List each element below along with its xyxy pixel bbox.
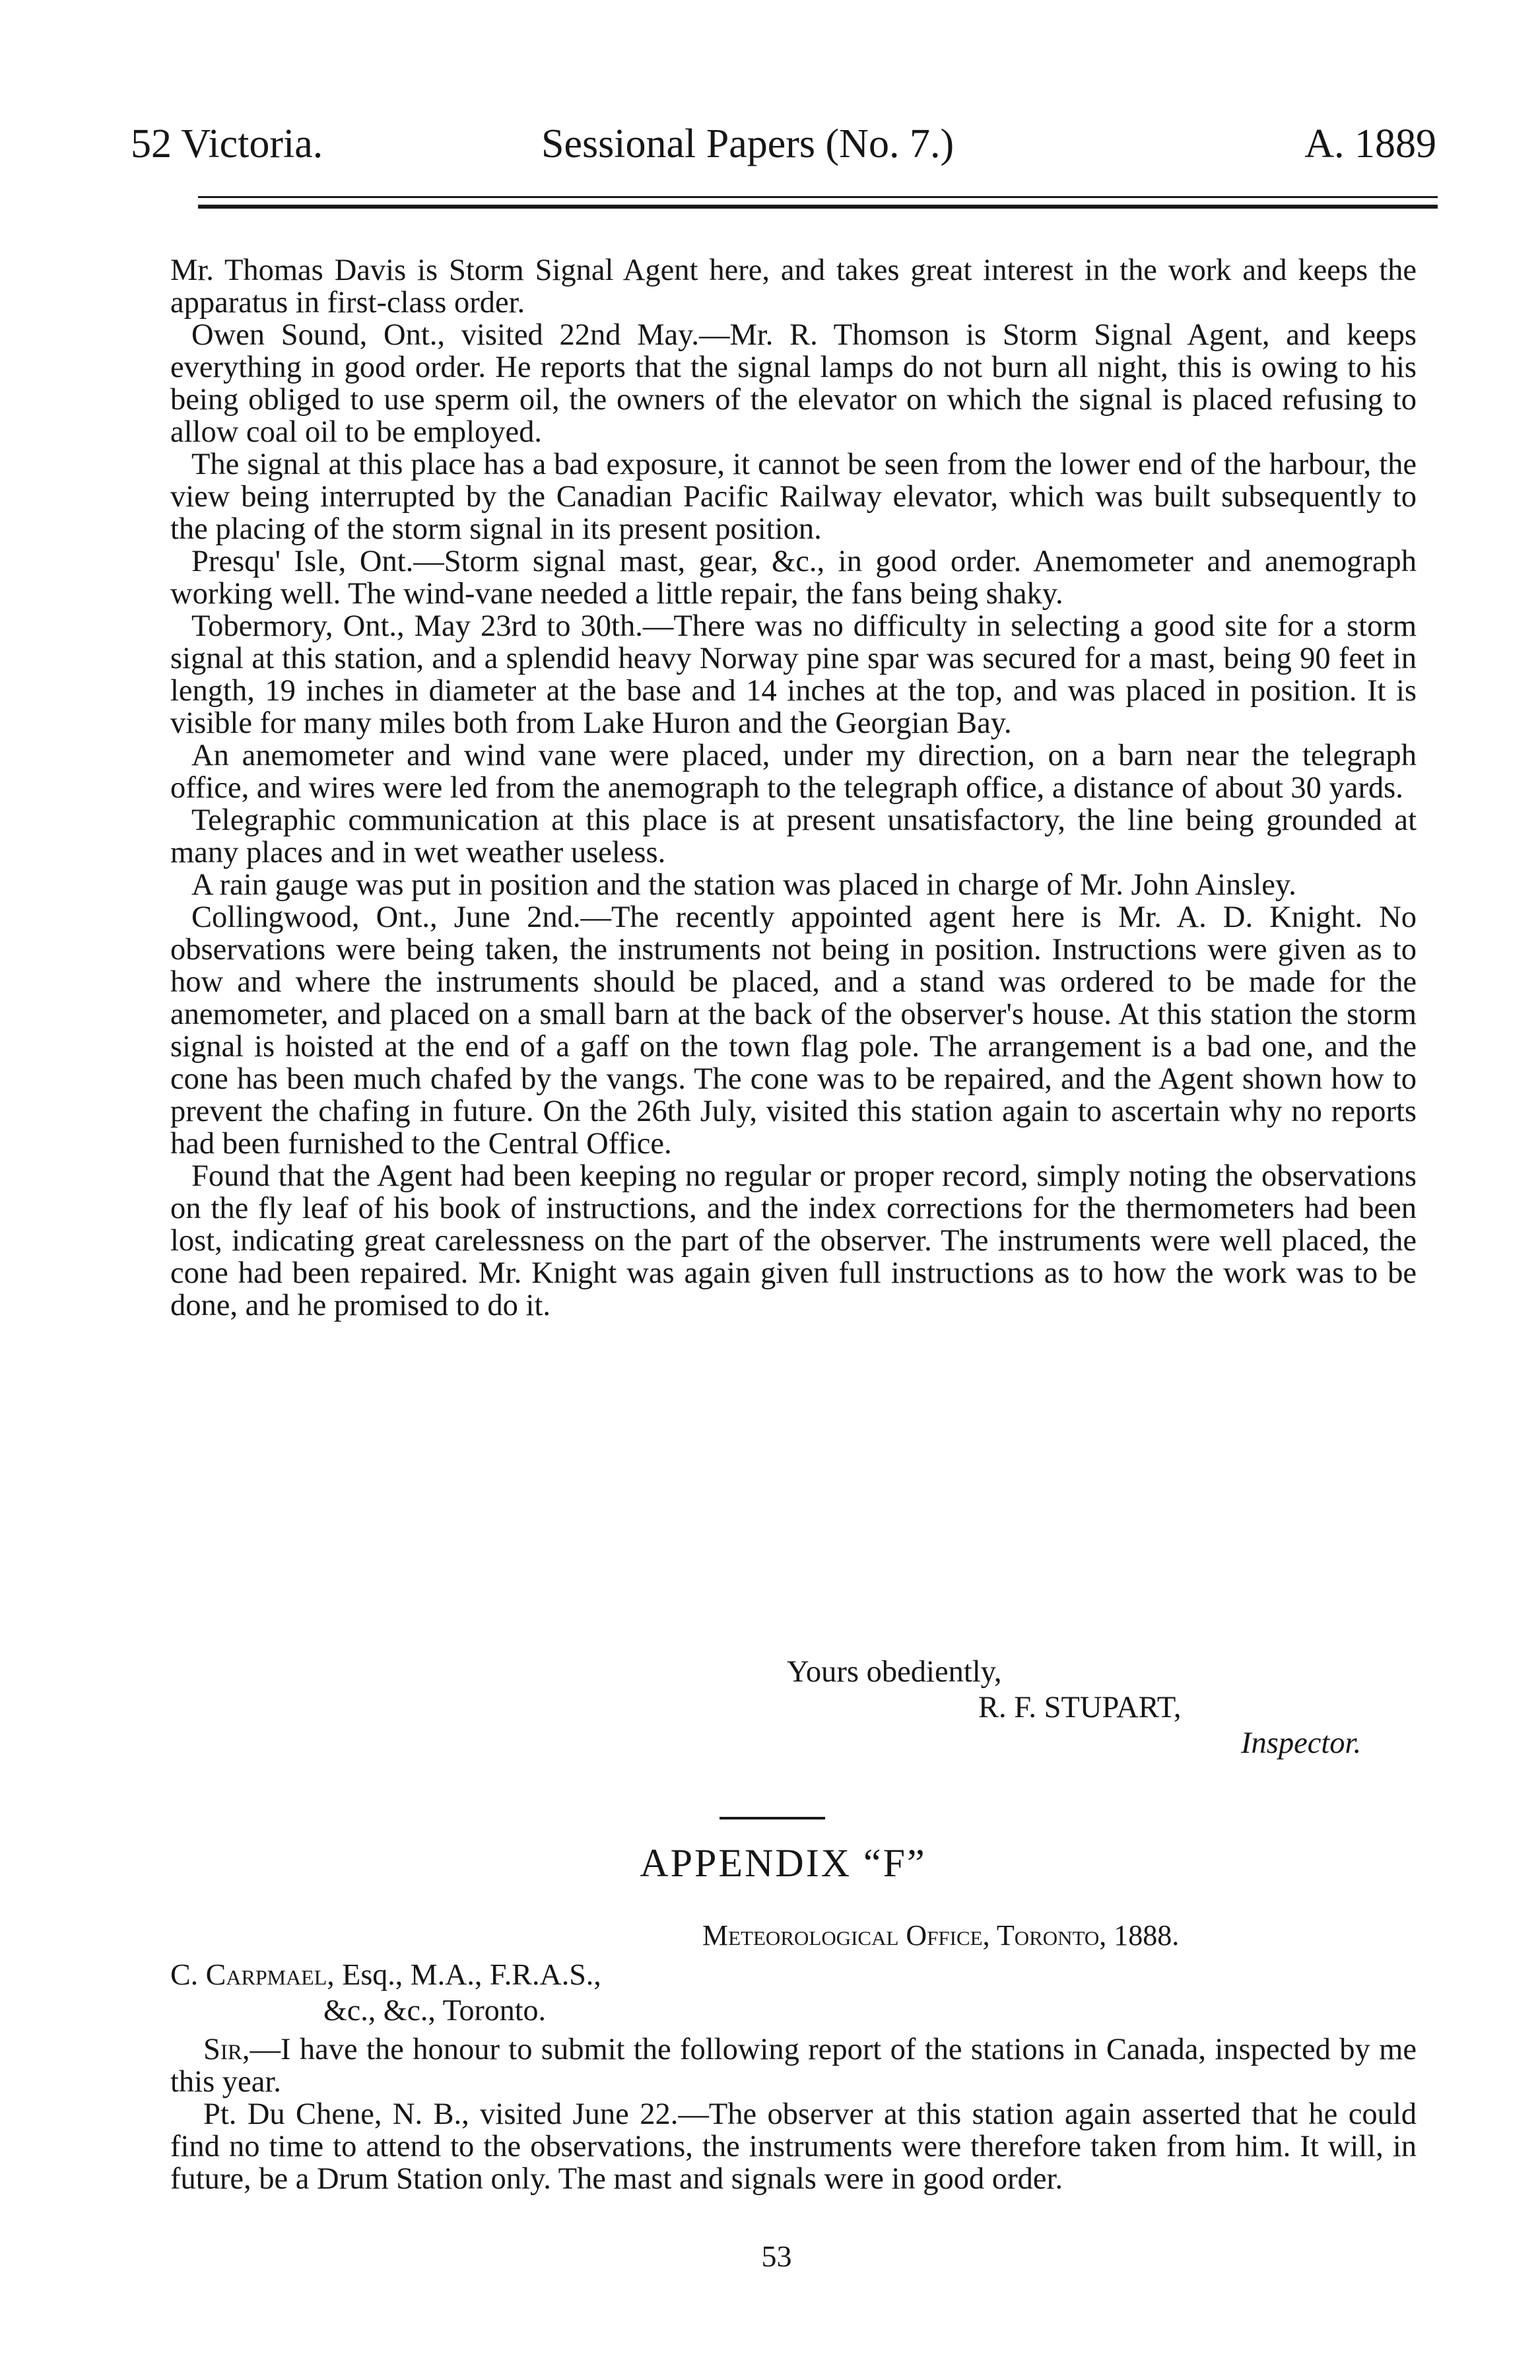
header-rule-thick [198, 205, 1438, 209]
closing-line: Yours obediently, [787, 1655, 1002, 1689]
inspection-report [170, 254, 1417, 1322]
addressee-block [170, 1957, 601, 2028]
salutation: Sir, [203, 2033, 250, 2066]
office-dateline: Meteorological Office, Toronto, 1888. [702, 1919, 1180, 1952]
report-paragraph: Telegraphic communication at this place is at present unsatisfactory, the line being grounded at many places and in wet weather useless. [170, 803, 1417, 869]
report-paragraph: A rain gauge was put in position and the station was placed in charge of Mr. John Ainsley. [191, 868, 1296, 902]
report-paragraph: Mr. Thomas Davis is Storm Signal Agent here, and takes great interest in the work and keeps the apparatus in first-class order. [170, 254, 1417, 320]
letter-opening: —I have the honour to submit the following report of the stations in Canada, inspected by me this year. [170, 2033, 1417, 2099]
signature-title: Inspector. [1241, 1726, 1362, 1760]
report-paragraph: Found that the Agent had been keeping no regular or proper record, simply noting the observations on the fly leaf of his book of instructions, and the index corrections for the thermometers had been lost, indicating great carelessness on the part of the observer. The instruments were well placed, the cone had been repaired. Mr. Knight was again given full instructions as to how the work was to be done, and he promised to do it. [170, 1159, 1417, 1322]
addressee-line-1 [170, 1957, 601, 1992]
section-divider [720, 1817, 825, 1819]
report-paragraph: Collingwood, Ont., June 2nd.—The recently appointed agent here is Mr. A. D. Knight. No observations were being taken, the instruments not being in position. Instructions were given as to how and where the instruments should be placed, and a stand was ordered to be made for the anemometer, and placed on a small barn at the back of the observer's house. At this station the storm signal is hoisted at the end of a gaff on the town flag pole. The arrangement is a bad one, and the cone has been much chafed by the vangs. The cone was to be repaired, and the Agent shown how to prevent the chafing in future. On the 26th July, visited this station again to ascertain why no reports had been furnished to the Central Office. [170, 901, 1417, 1161]
report-paragraph: Owen Sound, Ont., visited 22nd May.—Mr. R. Thomson is Storm Signal Agent, and keeps everything in good order. He reports that the signal lamps do not burn all night, this is owing to his being obliged to use sperm oil, the owners of the elevator on which the signal is placed refusing to allow coal oil to be employed. [170, 318, 1417, 449]
addressee-credentials: Esq., M.A., F.R.A.S., [334, 1957, 601, 1991]
header-publication: Sessional Papers (No. 7.) [541, 121, 954, 166]
appendix-heading: APPENDIX “F” [640, 1841, 927, 1885]
report-paragraph: Tobermory, Ont., May 23rd to 30th.—There was no difficulty in selecting a good site for a storm signal at this station, and a splendid heavy Norway pine spar was secured for a mast, being 90 feet in length, 19 inches in diameter at the base and 14 inches at the top, and was placed in position. It is visible for many miles both from Lake Huron and the Georgian Bay. [170, 609, 1417, 740]
appendix-letter [170, 2033, 1417, 2195]
letter-paragraph [170, 2033, 1417, 2098]
header-rule-thin [198, 196, 1438, 198]
letter-paragraph: Pt. Du Chene, N. B., visited June 22.—The observer at this station again asserted that he could find no time to attend to the observations, the instruments were therefore taken from him. It will, in future, be a Drum Station only. The mast and signals were in good order. [170, 2097, 1417, 2196]
signature-name: R. F. STUPART, [978, 1691, 1182, 1724]
report-paragraph: An anemometer and wind vane were placed, under my direction, on a barn near the telegraph office, and wires were led from the anemograph to the telegraph office, a distance of about 30 yards. [170, 739, 1417, 805]
report-paragraph: The signal at this place has a bad exposure, it cannot be seen from the lower end of the harbour, the view being interrupted by the Canadian Pacific Railway elevator, which was built subsequently to the placing of the storm signal in its present position. [170, 448, 1417, 546]
addressee-line-2: &c., &c., Toronto. [323, 1993, 547, 2027]
addressee-name: C. Carpmael, [170, 1957, 335, 1991]
running-header [131, 118, 1436, 170]
page-number: 53 [761, 2239, 792, 2273]
header-year: A. 1889 [1304, 121, 1436, 166]
report-paragraph: Presqu' Isle, Ont.—Storm signal mast, gear, &c., in good order. Anemometer and anemograph working well. The wind-vane needed a little repair, the fans being shaky. [170, 545, 1417, 611]
header-session: 52 Victoria. [131, 121, 323, 166]
